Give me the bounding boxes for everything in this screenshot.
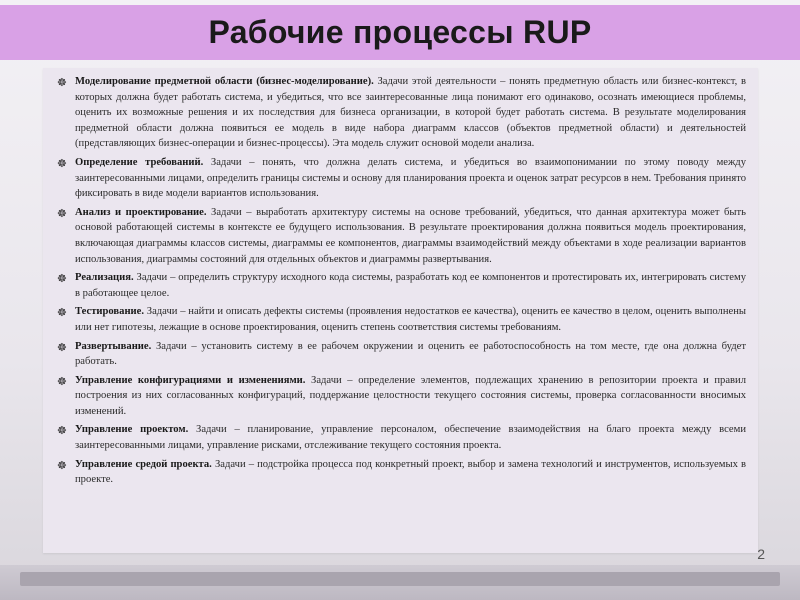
sun-bullet-icon: ☸ [57, 156, 67, 170]
list-item [55, 205, 746, 267]
list-item [55, 74, 746, 152]
item-text: Задачи этой деятельности – понять предметную область или бизнес-контекст, в которых должна будет работать система, и убедиться, что все заинтересованные лица понимают его одинаково, осознать имеющиеся проблемы, оценить их возможные решения и их последствия для бизнеса организации, в которой будет работать система. В результате моделирования предметной области должна появиться ее модель в виде набора диаграмм классов (объектов предметной области) и деятельностей (представляющих бизнес-операции и бизнес-процессы). Эта модель служит основой модели анализа. [75, 76, 746, 150]
sun-bullet-icon: ☸ [57, 458, 67, 472]
sun-bullet-icon: ☸ [57, 306, 67, 320]
sun-bullet-icon: ☸ [57, 374, 67, 388]
list-item [55, 155, 746, 202]
list-item [55, 457, 746, 488]
item-text: Задачи – понять, что должна делать система, и убедиться во взаимопонимании по этому поводу между заинтересованными лицами, определить границы системы и основу для планирования проекта и оценок затрат ресурсов в нем. Требования принято фиксировать в виде модели вариантов использования. [75, 156, 746, 200]
item-text: Задачи – выработать архитектуру системы на основе требований, убедиться, что данная архитектура может быть основой работающей системы в контексте ее будущего использования. В результате проектирования должна появиться модель проектирования, включающая диаграммы классов системы, диаграммы ее компонентов, диаграммы взаимодействий между объектами в ходе реализации вариантов использования, диаграммы состояний для отдельных объектов и диаграммы развертывания. [75, 206, 746, 265]
slide-title: Рабочие процессы RUP [208, 14, 592, 50]
item-heading: Реализация. [75, 272, 134, 284]
content-box [43, 68, 758, 553]
item-text: Задачи – определение элементов, подлежащих хранению в репозитории проекта и правил построения из них согласованных конфигураций, поддержание целостности текущего состояния системы, проверка согласованности вносимых изменений. [75, 374, 746, 417]
sun-bullet-icon: ☸ [57, 206, 67, 220]
sun-bullet-icon: ☸ [57, 424, 67, 438]
sun-bullet-icon: ☸ [57, 340, 67, 354]
sun-bullet-icon: ☸ [57, 76, 67, 89]
item-heading: Развертывание. [75, 340, 152, 352]
bottom-shade [20, 572, 780, 586]
item-text: Задачи – определить структуру исходного кода системы, разработать код ее компонентов и протестировать их, интегрировать систему в работающее целое. [75, 272, 746, 299]
item-heading: Управление конфигурациями и изменениями. [75, 374, 306, 386]
list-item [55, 339, 746, 370]
bullet-list [43, 68, 758, 488]
sun-bullet-icon: ☸ [57, 272, 67, 286]
item-heading: Управление проектом. [75, 424, 189, 436]
item-text: Задачи – подстройка процесса под конкретный проект, выбор и замена технологий и инструментов, используемых в проекте. [75, 458, 746, 486]
item-heading: Моделирование предметной области (бизнес-моделирование). [75, 76, 374, 87]
list-item [55, 304, 746, 335]
item-heading: Управление средой проекта. [75, 458, 212, 470]
page-number: 2 [757, 546, 765, 562]
item-text: Задачи – установить систему в ее рабочем окружении и оценить ее работоспособность на том месте, где она должна будет работать. [75, 340, 746, 368]
item-heading: Определение требований. [75, 156, 204, 168]
item-text: Задачи – планирование, управление персоналом, обеспечение взаимодействия на благо проекта между всеми заинтересованными лицами, управление рисками, отслеживание текущего состояния проекта. [75, 424, 746, 452]
list-item [55, 422, 746, 453]
item-heading: Тестирование. [75, 306, 145, 318]
list-item [55, 373, 746, 420]
title-bar [0, 5, 800, 60]
item-heading: Анализ и проектирование. [75, 206, 207, 218]
list-item [55, 270, 746, 301]
item-text: Задачи – найти и описать дефекты системы (проявления недостатков ее качества), оценить ее качество в целом, оценить выполнены или нет гипотезы, лежащие в основе проектирования, оценить степень соответствия системы требованиям. [75, 306, 746, 333]
